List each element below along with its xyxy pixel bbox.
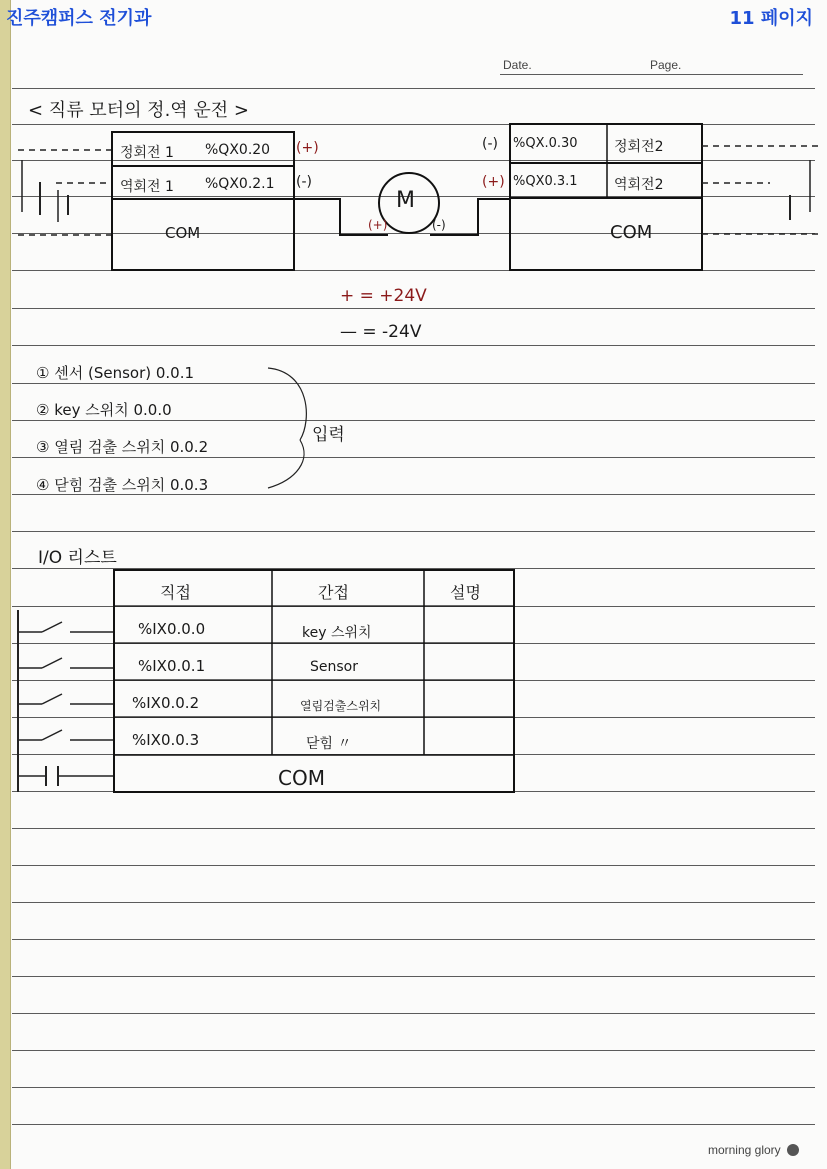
io-header-description: 설명 [450,583,481,602]
input-group-label: 입력 [312,425,345,445]
right-com: COM [610,222,653,243]
input-item-3: ③ 열림 검출 스위치 0.0.2 [36,438,209,456]
date-label: Date. [503,58,532,72]
voltage-minus: — = -24V [340,322,422,342]
input-item-4: ④ 닫힘 검출 스위치 0.0.3 [36,476,209,494]
campus-header: 진주캠퍼스 전기과 [6,8,152,29]
io-row-3-direct: %IX0.0.2 [132,694,200,712]
io-row-2-indirect: Sensor [310,659,358,675]
page-number: 11 페이지 [729,8,813,29]
io-list-title: I/O 리스트 [38,548,117,568]
brand-footer [708,1143,799,1157]
io-row-1-indirect: key 스위치 [302,625,372,641]
io-row-4-indirect: 닫힘 〃 [306,736,352,752]
io-header-indirect: 간접 [318,583,349,602]
right-row1-sign: (-) [482,136,498,152]
input-item-1: ① 센서 (Sensor) 0.0.1 [36,364,195,382]
left-row1-name: 정회전 1 [120,145,174,161]
voltage-plus: + = +24V [340,286,427,306]
left-row2-addr: %QX0.2.1 [205,176,275,192]
io-row-3-indirect: 열림검출스위치 [300,699,382,713]
left-row1-sign: (+) [296,140,319,156]
left-com: COM [165,224,201,242]
right-row2-addr: %QX0.3.1 [513,174,578,189]
left-row1-addr: %QX0.20 [205,142,271,158]
section-title: < 직류 모터의 정.역 운전 > [28,100,249,121]
brand-label: morning glory [707,1143,781,1157]
left-row2-sign: (-) [296,174,312,190]
flower-icon [787,1144,799,1156]
page-label: Page. [650,58,682,72]
io-com: COM [278,766,325,790]
io-row-4-direct: %IX0.0.3 [132,731,200,749]
left-row2-name: 역회전 1 [120,179,174,195]
io-row-1-direct: %IX0.0.0 [138,620,206,638]
io-row-2-direct: %IX0.0.1 [138,657,206,675]
input-item-2: ② key 스위치 0.0.0 [36,401,172,419]
motor-minus: (-) [432,218,446,232]
right-row1-name: 정회전2 [614,139,664,155]
right-row2-name: 역회전2 [614,177,664,193]
right-row1-addr: %QX.0.30 [513,136,578,151]
io-header-direct: 직접 [160,583,191,602]
motor-label: M [396,188,415,213]
motor-plus: (+) [368,218,388,232]
right-row2-sign: (+) [482,174,505,190]
